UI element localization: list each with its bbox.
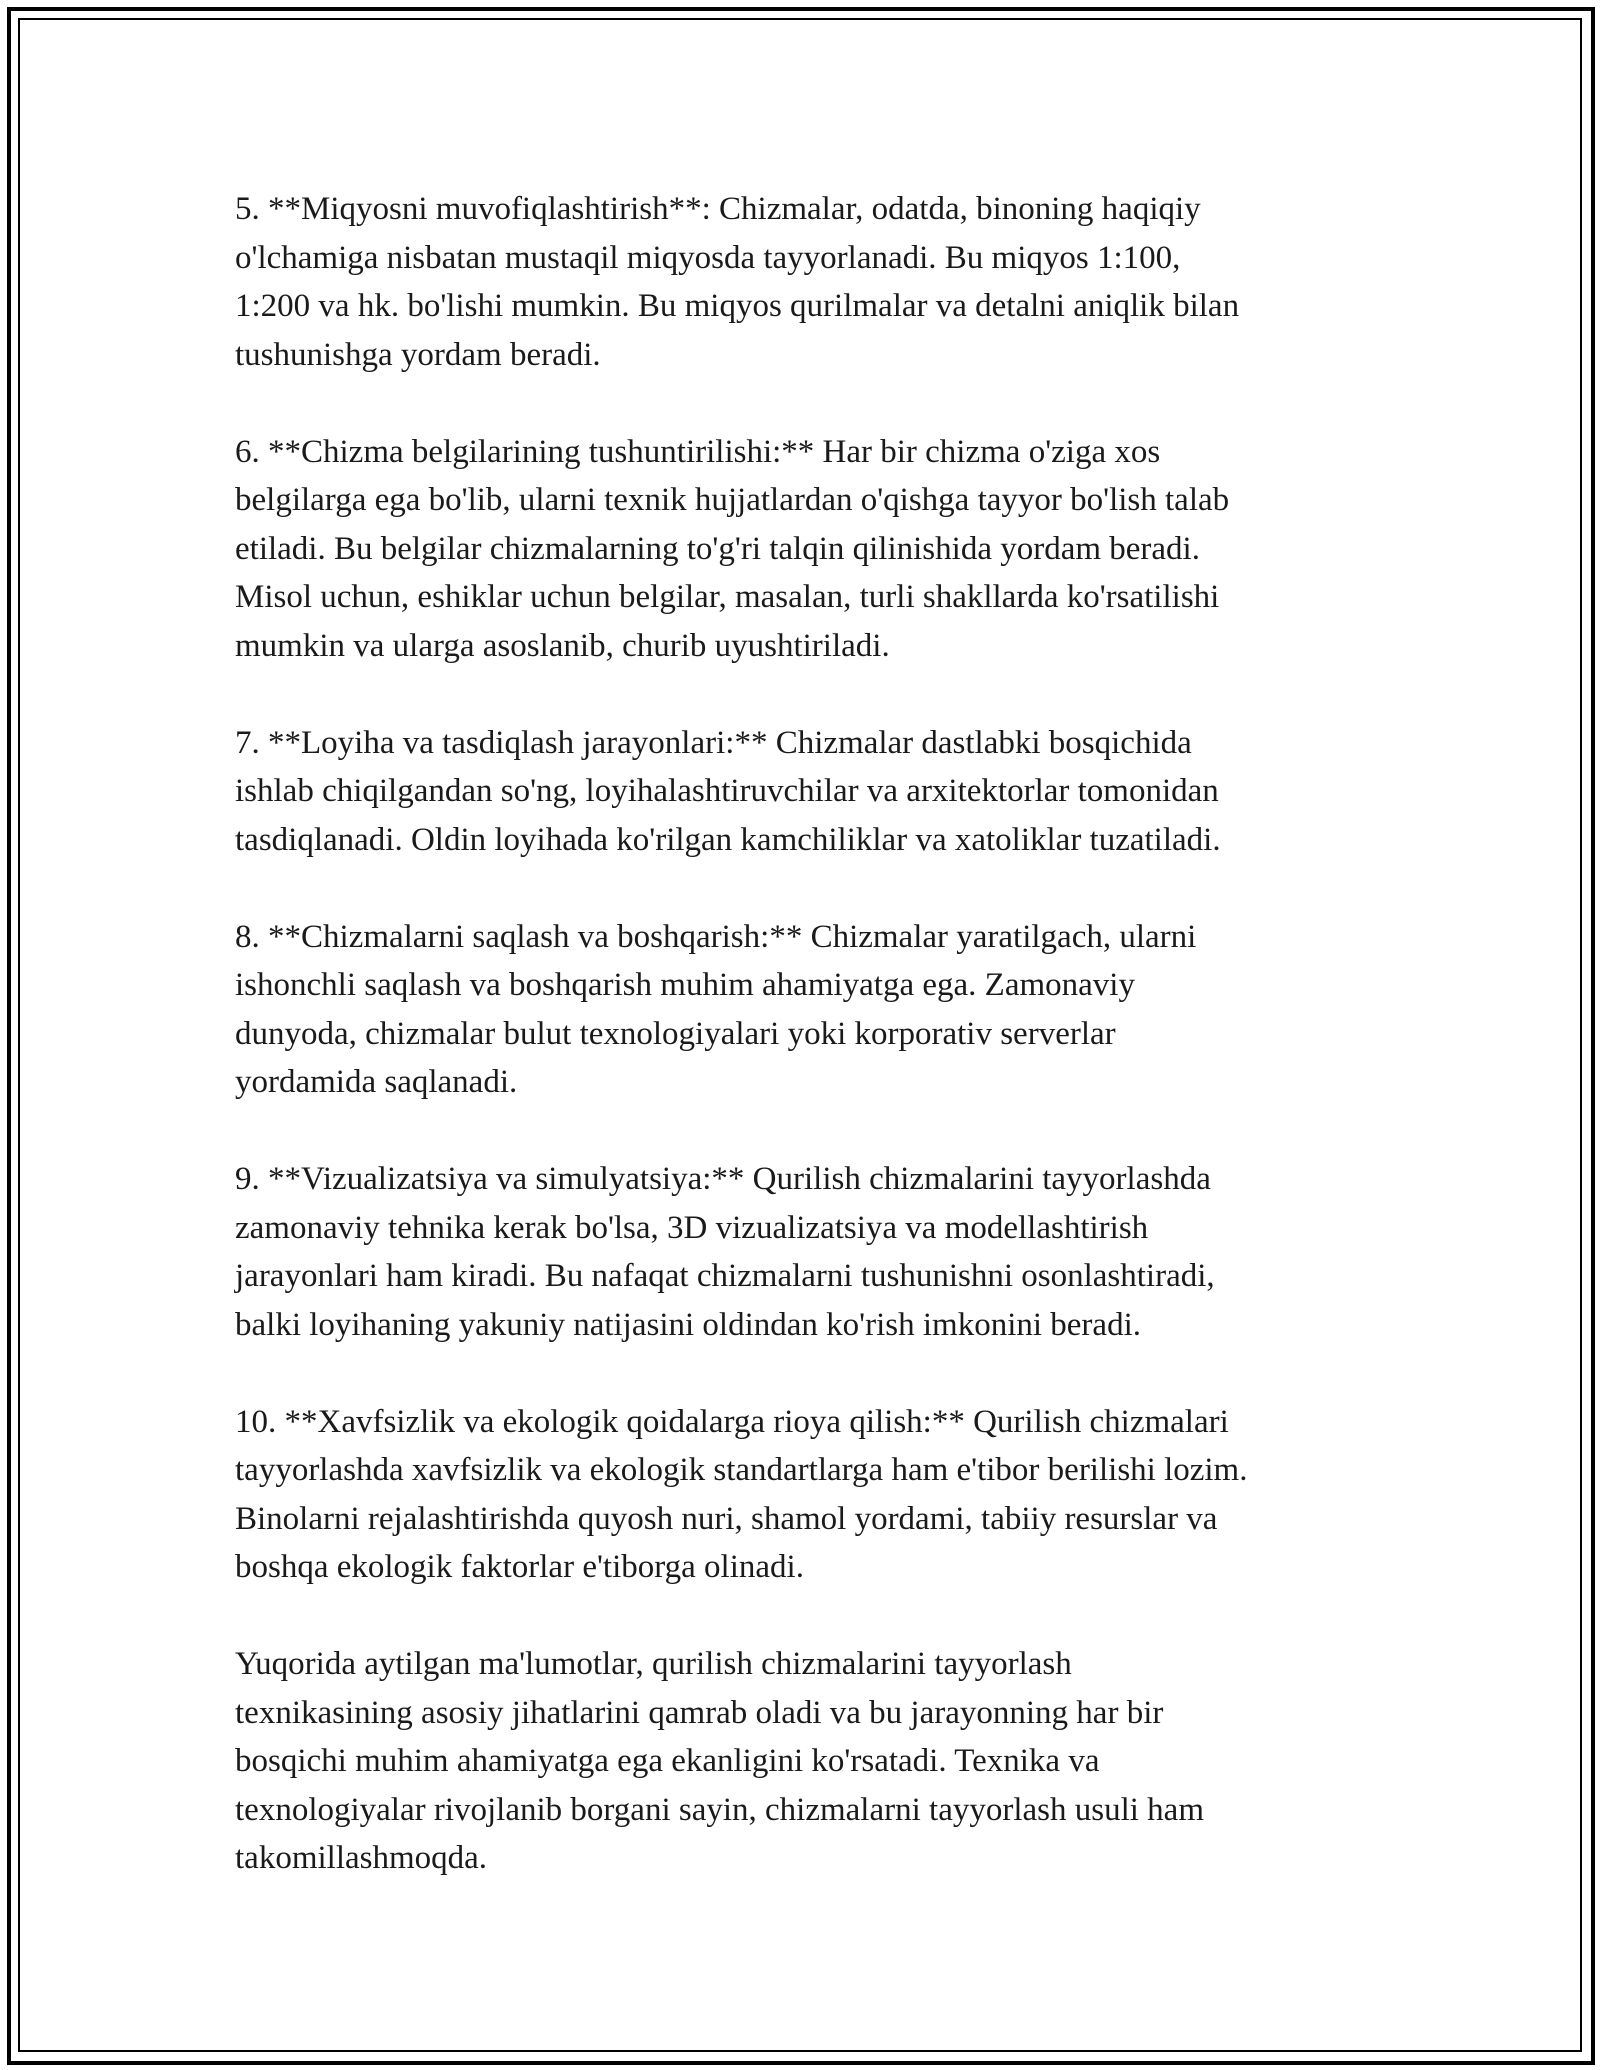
document-body — [235, 185, 1365, 1931]
paragraph-conclusion: Yuqorida aytilgan ma'lumotlar, qurilish chizmalarini tayyorlash texnikasining asosiy jihatlarini qamrab oladi va bu jarayonning har bir bosqichi muhim ahamiyatga ega ekanligini ko'rsatadi. Texnika va texnologiyalar rivojlanib borgani sayin, chizmalarni tayyorlash usuli ham takomillashmoqda. — [235, 1646, 1204, 1876]
paragraph-item-9: 9. **Vizualizatsiya va simulyatsiya:** Qurilish chizmalarini tayyorlashda zamonaviy tehnika kerak bo'lsa, 3D vizualizatsiya va modellashtirish jarayonlari ham kiradi. Bu nafaqat chizmalarni tushunishni osonlashtiradi, balki loyihaning yakuniy natijasini oldindan ko'rish imkonini beradi. — [235, 1161, 1215, 1343]
paragraph-item-5: 5. **Miqyosni muvofiqlashtirish**: Chizmalar, odatda, binoning haqiqiy o'lchamiga nisbatan mustaqil miqyosda tayyorlanadi. Bu miqyos 1:100, 1:200 va hk. bo'lishi mumkin. Bu miqyos qurilmalar va detalni aniqlik bilan tushunishga yordam beradi. — [235, 191, 1240, 373]
paragraph-item-8: 8. **Chizmalarni saqlash va boshqarish:** Chizmalar yaratilgach, ularni ishonchli saqlash va boshqarish muhim ahamiyatga ega. Zamonaviy dunyoda, chizmalar bulut texnologiyalari yoki korporativ serverlar yordamida saqlanadi. — [235, 918, 1197, 1100]
paragraph-item-7: 7. **Loyiha va tasdiqlash jarayonlari:** Chizmalar dastlabki bosqichida ishlab chiqilgandan so'ng, loyihalashtiruvchilar va arxitektorlar tomonidan tasdiqlanadi. Oldin loyihada ko'rilgan kamchiliklar va xatoliklar tuzatiladi. — [235, 724, 1221, 858]
paragraph-item-6: 6. **Chizma belgilarining tushuntirilishi:** Har bir chizma o'ziga xos belgilarga ega bo'lib, ularni texnik hujjatlardan o'qishga tayyor bo'lish talab etiladi. Bu belgilar chizmalarning to'g'ri talqin qilinishida yordam beradi. Misol uchun, eshiklar uchun belgilar, masalan, turli shakllarda ko'rsatilishi mumkin va ularga asoslanib, churib uyushtiriladi. — [235, 433, 1230, 664]
paragraph-item-10: 10. **Xavfsizlik va ekologik qoidalarga rioya qilish:** Qurilish chizmalari tayyorlashda xavfsizlik va ekologik standartlarga ham e'tibor berilishi lozim. Binolarni rejalashtirishda quyosh nuri, shamol yordami, tabiiy resurslar va boshqa ekologik faktorlar e'tiborga olinadi. — [235, 1403, 1248, 1585]
